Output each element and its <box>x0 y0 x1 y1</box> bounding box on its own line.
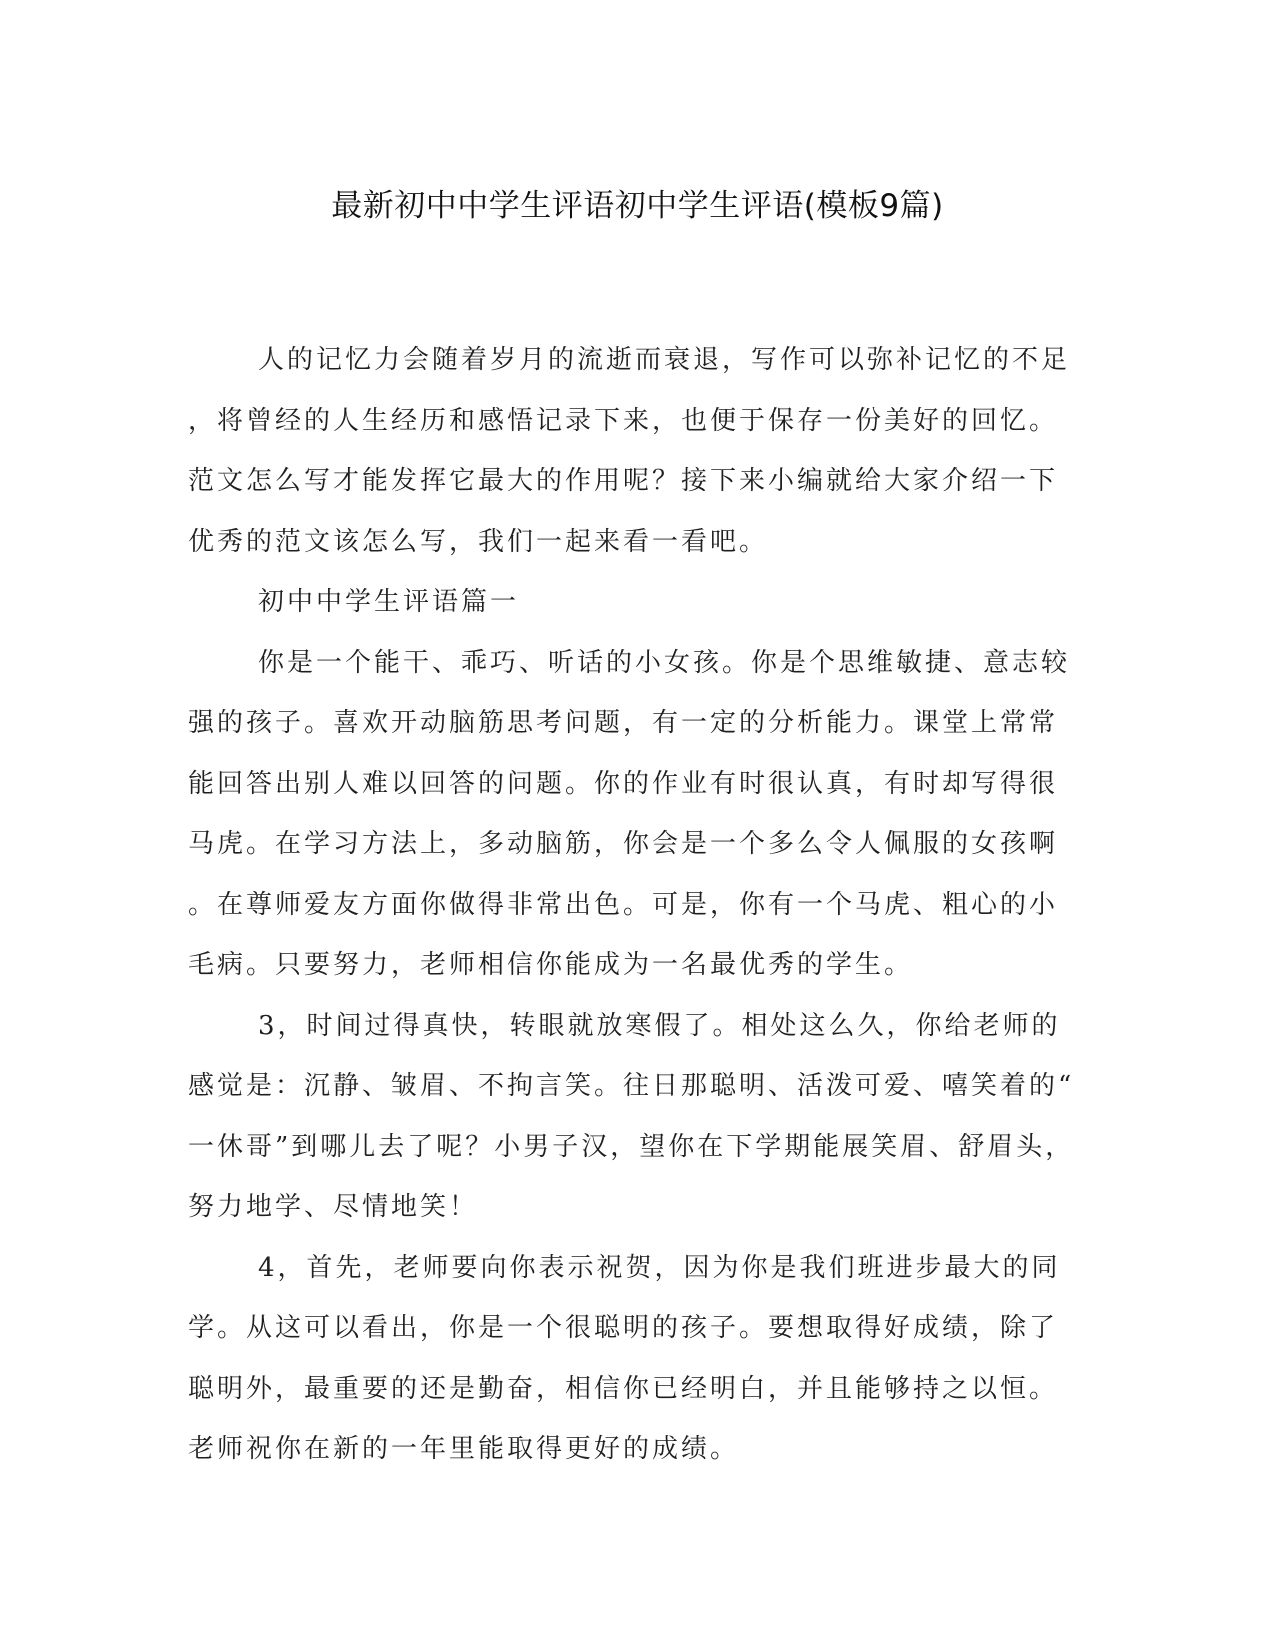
text-line: 马虎。在学习方法上，多动脑筋，你会是一个多么令人佩服的女孩啊 <box>188 829 1059 859</box>
text-line: 你是一个能干、乖巧、听话的小女孩。你是个思维敏捷、意志较 <box>258 647 1071 678</box>
text-line: 4，首先，老师要向你表示祝贺，因为你是我们班进步最大的同 <box>258 1252 1061 1283</box>
text-line: 老师祝你在新的一年里能取得更好的成绩。 <box>188 1434 740 1464</box>
text-line: 努力地学、尽情地笑！ <box>188 1192 479 1222</box>
text-line: 范文怎么写才能发挥它最大的作用呢？接下来小编就给大家介绍一下 <box>188 466 1059 496</box>
text-line: 感觉是：沉静、皱眉、不拘言笑。往日那聪明、活泼可爱、嘻笑着的“ <box>188 1071 1075 1101</box>
text-line: 优秀的范文该怎么写，我们一起来看一看吧。 <box>188 526 769 557</box>
text-line: 学。从这可以看出，你是一个很聪明的孩子。要想取得好成绩，除了 <box>188 1313 1059 1343</box>
text-line: 毛病。只要努力，老师相信你能成为一名最优秀的学生。 <box>188 950 914 980</box>
comment-paragraph-4 <box>188 1238 1078 1480</box>
comment-paragraph-1 <box>188 633 1078 996</box>
text-line: 人的记忆力会随着岁月的流逝而衰退，写作可以弥补记忆的不足 <box>258 345 1071 375</box>
intro-paragraph <box>188 330 1078 572</box>
text-line: 3，时间过得真快，转眼就放寒假了。相处这么久，你给老师的 <box>258 1010 1061 1041</box>
comment-paragraph-3 <box>188 996 1078 1238</box>
section-heading: 初中中学生评语篇一 <box>258 587 520 617</box>
text-line: 一休哥”到哪儿去了呢？小男子汉，望你在下学期能展笑眉、舒眉头， <box>188 1131 1075 1162</box>
text-line: 能回答出别人难以回答的问题。你的作业有时很认真，有时却写得很 <box>188 768 1059 799</box>
document-body <box>188 330 1078 1480</box>
text-line: ，将曾经的人生经历和感悟记录下来，也便于保存一份美好的回忆。 <box>188 405 1059 436</box>
text-line: 强的孩子。喜欢开动脑筋思考问题，有一定的分析能力。课堂上常常 <box>188 708 1059 738</box>
document-title: 最新初中中学生评语初中学生评语(模板9篇) <box>331 188 944 224</box>
text-line: 。在尊师爱友方面你做得非常出色。可是，你有一个马虎、粗心的小 <box>188 889 1059 920</box>
text-line: 聪明外，最重要的还是勤奋，相信你已经明白，并且能够持之以恒。 <box>188 1373 1059 1404</box>
